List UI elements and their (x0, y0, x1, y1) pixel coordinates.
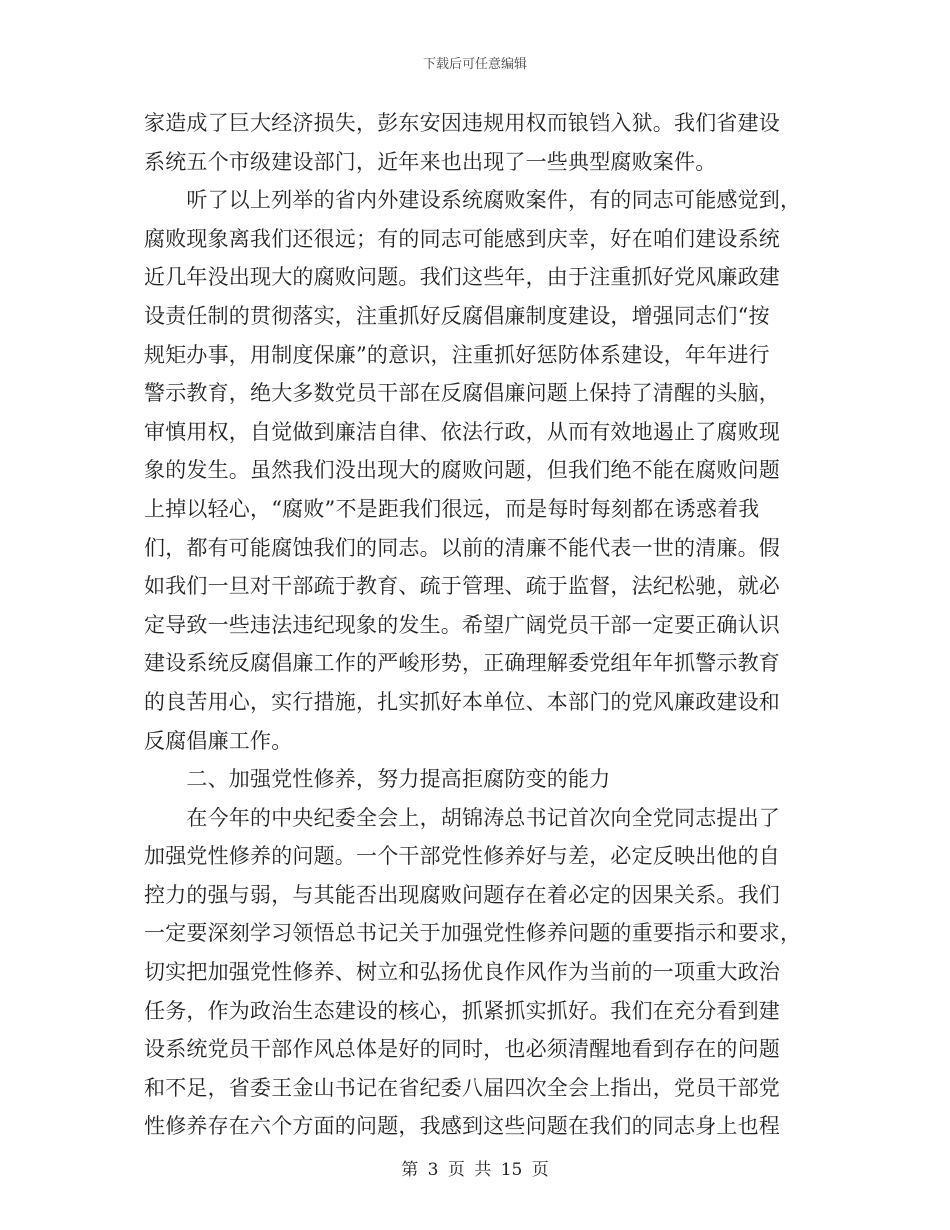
text-line: 的良苦用心，实行措施，扎实抓好本单位、本部门的党风廉政建设和 (144, 689, 780, 714)
section-heading: 二、加强党性修养，努力提高拒腐防变的能力 (144, 767, 611, 792)
page-header: 下载后可任意编辑 (422, 57, 527, 72)
text-line: 家造成了巨大经济损失，彭东安因违规用权而锒铛入狱。我们省建设 (144, 111, 780, 135)
text-line: 一定要深刻学习领悟总书记关于加强党性修养问题的重要指示和要求， (144, 921, 802, 946)
text-line: 控力的强与弱，与其能否出现腐败问题存在着必定的因果关系。我们 (144, 882, 780, 907)
page-footer: 第 3 页 共 15 页 (401, 1160, 549, 1180)
text-line: 们，都有可能腐蚀我们的同志。以前的清廉不能代表一世的清廉。假 (144, 535, 780, 560)
text-line: 任务，作为政治生态建设的核心，抓紧抓实抓好。我们在充分看到建 (144, 998, 780, 1023)
text-line: 系统五个市级建设部门，近年来也出现了一些典型腐败案件。 (144, 149, 717, 174)
text-line: 建设系统反腐倡廉工作的严峻形势，正确理解委党组年年抓警示教育 (144, 651, 780, 676)
text-line: 近几年没出现大的腐败问题。我们这些年，由于注重抓好党风廉政建 (144, 265, 780, 290)
text-line: 规矩办事，用制度保廉”的意识，注重抓好惩防体系建设，年年进行 (144, 342, 770, 367)
text-line: 审慎用权，自觉做到廉洁自律、依法行政，从而有效地遏止了腐败现 (144, 419, 780, 444)
paragraph-first-line: 在今年的中央纪委全会上，胡锦涛总书记首次向全党同志提出了 (144, 805, 780, 830)
text-line: 如我们一旦对干部疏于教育、疏于管理、疏于监督，法纪松驰，就必 (144, 574, 780, 599)
text-line: 象的发生。虽然我们没出现大的腐败问题，但我们绝不能在腐败问题 (144, 458, 780, 483)
text-line: 反腐倡廉工作。 (144, 728, 293, 753)
text-line: 设责任制的贯彻落实，注重抓好反腐倡廉制度建设，增强同志们“按 (144, 303, 770, 328)
body-text (144, 104, 824, 1146)
text-line: 腐败现象离我们还很远；有的同志可能感到庆幸，好在咱们建设系统 (144, 226, 780, 251)
text-line: 性修养存在六个方面的问题，我感到这些问题在我们的同志身上也程 (144, 1114, 780, 1139)
text-line: 警示教育，绝大多数党员干部在反腐倡廉问题上保持了清醒的头脑， (144, 381, 780, 406)
text-line: 和不足，省委王金山书记在省纪委八届四次全会上指出，党员干部党 (144, 1075, 780, 1100)
text-line: 设系统党员干部作风总体是好的同时，也必须清醒地看到存在的问题 (144, 1037, 780, 1062)
text-line: 定导致一些违法违纪现象的发生。希望广阔党员干部一定要正确认识 (144, 612, 780, 637)
text-line: 上掉以轻心，“腐败”不是距我们很远，而是每时每刻都在诱惑着我 (144, 496, 760, 521)
paragraph-first-line: 听了以上列举的省内外建设系统腐败案件，有的同志可能感觉到， (144, 188, 802, 213)
text-line: 加强党性修养的问题。一个干部党性修养好与差，必定反映出他的自 (144, 844, 780, 869)
text-line: 切实把加强党性修养、树立和弘扬优良作风作为当前的一项重大政治 (144, 960, 780, 985)
